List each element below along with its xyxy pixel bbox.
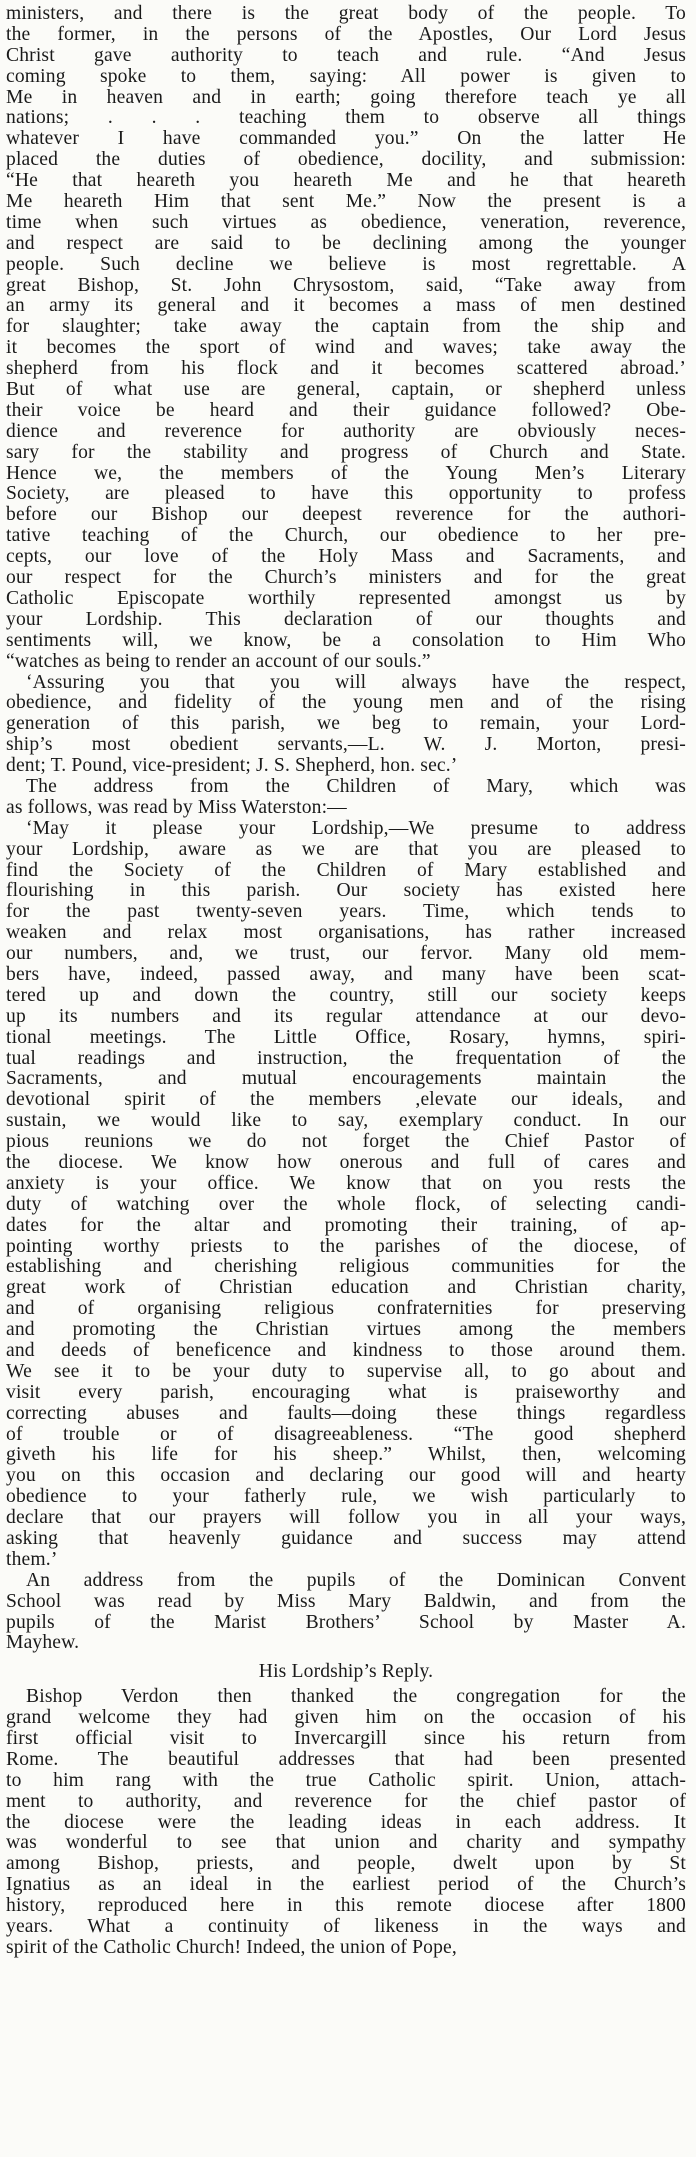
text-line: weaken and relax most organisations, has rather increased — [6, 923, 686, 944]
text-line: our numbers, and, we trust, our fervor. Many old mem- — [6, 944, 686, 965]
text-line: Bishop Verdon then thanked the congregation for the — [26, 1687, 686, 1708]
text-line: anxiety is your office. We know that on you rests the — [6, 1173, 686, 1194]
paragraph-children-of-mary-intro — [6, 777, 686, 819]
text-line: was wonderful to see that union and charity and sympathy — [6, 1833, 686, 1854]
text-line: cepts, our love of the Holy Mass and Sacraments, and — [6, 547, 686, 568]
text-line: time when such virtues as obedience, veneration, reverence, — [6, 212, 686, 233]
text-line: But of what use are general, captain, or shepherd unless — [6, 380, 686, 401]
text-line: people. Such decline we believe is most regrettable. A — [6, 254, 686, 275]
text-line: to him rang with the true Catholic spirit. Union, attach- — [6, 1770, 686, 1791]
text-line: for the past twenty-seven years. Time, which tends to — [6, 902, 686, 923]
text-line: shepherd from his flock and it becomes scattered abroad.’ — [6, 359, 686, 380]
text-line: nations; . . . teaching them to observe all things — [6, 108, 686, 129]
section-heading: His Lordship’s Reply. — [258, 1662, 434, 1683]
text-line: Society, are pleased to have this opportunity to profess — [6, 484, 686, 505]
text-line: duty of watching over the whole flock, of selecting candi- — [6, 1194, 686, 1215]
text-line: correcting abuses and faults—doing these things regardless — [6, 1403, 686, 1424]
text-line: pious reunions we do not forget the Chief Pastor of — [6, 1132, 686, 1153]
text-line: ment to authority, and reverence for the chief pastor of — [6, 1791, 686, 1812]
text-line: tual readings and instruction, the frequentation of the — [6, 1048, 686, 1069]
text-line: Sacraments, and mutual encouragements maintain the — [6, 1069, 686, 1090]
text-line: Rome. The beautiful addresses that had been presented — [6, 1749, 686, 1770]
text-line: placed the duties of obedience, docility, and submission: — [6, 150, 686, 171]
text-line: ‘Assuring you that you will always have the respect, — [26, 672, 686, 693]
text-line: tered up and down the country, still our society keeps — [6, 985, 686, 1006]
text-line: our respect for the Church’s ministers and for the great — [6, 568, 686, 589]
text-line: the former, in the persons of the Apostles, Our Lord Jesus — [6, 24, 686, 45]
article-column — [6, 4, 686, 1959]
text-line: and respect are said to be declining among the younger — [6, 233, 686, 254]
text-line: whatever I have commanded you.” On the latter He — [6, 129, 686, 150]
text-line: obedience to your fatherly rule, we wish particularly to — [6, 1487, 686, 1508]
text-line: Me in heaven and in earth; going therefore teach ye all — [6, 87, 686, 108]
text-line: their voice be heard and their guidance followed? Obe- — [6, 400, 686, 421]
text-line: School was read by Miss Mary Baldwin, and from the — [6, 1591, 686, 1612]
text-line: dent; T. Pound, vice-president; J. S. Shepherd, hon. sec.’ — [6, 756, 458, 777]
text-line: find the Society of the Children of Mary established and — [6, 860, 686, 881]
text-line: An address from the pupils of the Dominican Convent — [26, 1570, 686, 1591]
text-line: them.’ — [6, 1549, 58, 1570]
paragraph-young-mens-address — [6, 4, 686, 673]
text-line: grand welcome they had given him on the occasion of his — [6, 1708, 686, 1729]
text-line: “He that heareth you heareth Me and he that heareth — [6, 171, 686, 192]
text-line: Mayhew. — [6, 1633, 80, 1654]
text-line: flourishing in this parish. Our society has existed here — [6, 881, 686, 902]
text-line: sentiments will, we know, be a consolation to Him Who — [6, 630, 686, 651]
text-line: spirit of the Catholic Church! Indeed, the union of Pope, — [6, 1937, 457, 1958]
text-line: dience and reverence for authority are obviously neces- — [6, 421, 686, 442]
text-line: the diocese. We know how onerous and full of cares and — [6, 1152, 686, 1173]
text-line: it becomes the sport of wind and waves; take away the — [6, 338, 686, 359]
text-line: among Bishop, priests, and people, dwelt upon by St — [6, 1854, 686, 1875]
text-line: as follows, was read by Miss Waterston:— — [6, 797, 347, 818]
text-line: ministers, and there is the great body of the people. To — [6, 4, 686, 24]
text-line: Catholic Episcopate worthily represented amongst us by — [6, 588, 686, 609]
text-line: We see it to be your duty to supervise all, to go about and — [6, 1361, 686, 1382]
paragraph-children-of-mary-address — [6, 819, 686, 1571]
text-line: your Lordship, aware as we are that you are pleased to — [6, 839, 686, 860]
text-line: you on this occasion and declaring our good will and hearty — [6, 1466, 686, 1487]
text-line: great Bishop, St. John Chrysostom, said, “Take away from — [6, 275, 686, 296]
text-line: obedience, and fidelity of the young men and of the rising — [6, 693, 686, 714]
text-line: visit every parish, encouraging what is praiseworthy and — [6, 1382, 686, 1403]
paragraph-other-addresses — [6, 1571, 686, 1655]
text-line: devotional spirit of the members ,elevate our ideals, and — [6, 1090, 686, 1111]
text-line: declare that our prayers will follow you in all your ways, — [6, 1508, 686, 1529]
text-line: establishing and cherishing religious communities for the — [6, 1257, 686, 1278]
text-line: years. What a continuity of likeness in the ways and — [6, 1917, 686, 1938]
text-line: “watches as being to render an account of our souls.” — [6, 651, 431, 672]
text-line: pupils of the Marist Brothers’ School by Master A. — [6, 1612, 686, 1633]
text-line: of trouble or of disagreeableness. “The good shepherd — [6, 1424, 686, 1445]
text-line: tional meetings. The Little Office, Rosary, hymns, spiri- — [6, 1027, 686, 1048]
text-line: generation of this parish, we beg to remain, your Lord- — [6, 714, 686, 735]
text-line: great work of Christian education and Christian charity, — [6, 1278, 686, 1299]
paragraph-assurance — [6, 673, 686, 777]
paragraph-lordships-reply — [6, 1687, 686, 1959]
text-line: up its numbers and its regular attendance at our devo- — [6, 1006, 686, 1027]
text-line: for slaughter; take away the captain from the ship and — [6, 317, 686, 338]
text-line: coming spoke to them, saying: All power is given to — [6, 66, 686, 87]
text-line: Christ gave authority to teach and rule. “And Jesus — [6, 45, 686, 66]
text-line: an army its general and it becomes a mass of men destined — [6, 296, 686, 317]
text-line: the diocese were the leading ideas in each address. It — [6, 1812, 686, 1833]
text-line: Me heareth Him that sent Me.” Now the present is a — [6, 192, 686, 213]
text-line: ‘May it please your Lordship,—We presume to address — [26, 818, 686, 839]
text-line: Ignatius as an ideal in the earliest period of the Church’s — [6, 1875, 686, 1896]
text-line: and of organising religious confraternities for preserving — [6, 1299, 686, 1320]
text-line: ship’s most obedient servants,—L. W. J. Morton, presi- — [6, 735, 686, 756]
text-line: bers have, indeed, passed away, and many have been scat- — [6, 964, 686, 985]
text-line: sary for the stability and progress of Church and State. — [6, 442, 686, 463]
text-line: Hence we, the members of the Young Men’s Literary — [6, 463, 686, 484]
text-line: asking that heavenly guidance and success may attend — [6, 1529, 686, 1550]
text-line: dates for the altar and promoting their training, of ap- — [6, 1215, 686, 1236]
text-line: sustain, we would like to say, exemplary conduct. In our — [6, 1111, 686, 1132]
text-line: before our Bishop our deepest reverence for the authori- — [6, 505, 686, 526]
text-line: and promoting the Christian virtues among the members — [6, 1320, 686, 1341]
text-line: tative teaching of the Church, our obedience to her pre- — [6, 526, 686, 547]
text-line: and deeds of beneficence and kindness to those around them. — [6, 1341, 686, 1361]
text-line: your Lordship. This declaration of our thoughts and — [6, 609, 686, 630]
text-line: The address from the Children of Mary, which was — [26, 776, 686, 797]
text-line: giveth his life for his sheep.” Whilst, then, welcoming — [6, 1445, 686, 1466]
text-line: pointing worthy priests to the parishes of the diocese, of — [6, 1236, 686, 1257]
text-line: first official visit to Invercargill since his return from — [6, 1729, 686, 1750]
text-line: history, reproduced here in this remote diocese after 1800 — [6, 1896, 686, 1917]
